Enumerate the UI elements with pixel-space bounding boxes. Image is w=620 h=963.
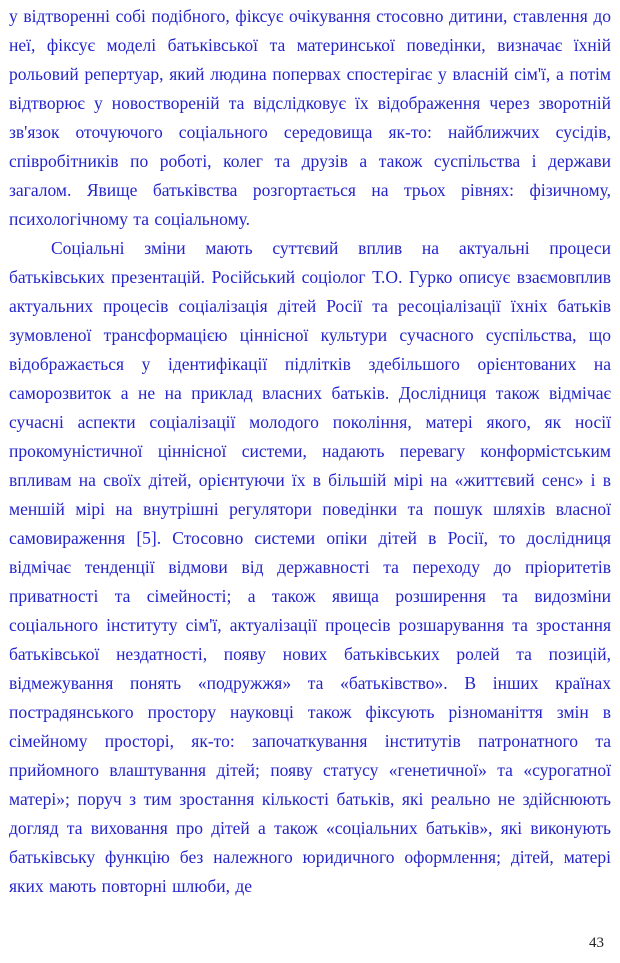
paragraph-social-changes: Соціальні зміни мають суттєвий вплив на актуальні процеси батьківських презентацій. Російський соціолог Т.О. Гурко описує взаємовплив актуальних процесів соціалізація дітей Росії та ресоціалізації їхніх батьків зумовленої трансформацією ціннісної культури сучасного суспільства, що відображається у ідентифікації підлітків здебільшого орієнтованих на саморозвиток а не на приклад власних батьків. Дослідниця також відмічає сучасні аспекти соціалізації молодого покоління, матері якого, як носії прокомуністичної ціннісної системи, надають перевагу конформістським впливам на своїх дітей, орієнтуючи їх в більшій мірі на «життєвий сенс» і в меншій мірі на внутрішні регулятори поведінки та пошук шляхів власної самовираження [5]. Стосовно системи опіки дітей в Росії, то дослідниця відмічає тенденції відмови від державності та переходу до пріоритетів приватності та сімейності; а також явища розширення та видозміни соціального інституту сім'ї, актуалізації процесів розшарування та зростання батьківської нездатності, появу нових батьківських ролей та позицій, відмежування понять «подружжя» та «батьківство». В інших країнах пострадянського простору науковці також фіксують різноманіття змін в сімейному просторі, як-то: започаткування інститутів патронатного та прийомного влаштування дітей; появу статусу «генетичної» та «сурогатної матері»; поруч з тим зростання кількості батьків, які реально не здійснюють догляд та виховання про дітей а також «соціальних батьків», які виконують батьківську функцію без належного юридичного оформлення; дітей, матері яких мають повторні шлюби, де [9, 238, 611, 896]
paragraph-continuation: у відтворенні собі подібного, фіксує очікування стосовно дитини, ставлення до неї, фіксує моделі батьківської та материнської поведінки, визначає їхній рольовий репертуар, який людина попервах спостерігає у власній сім'ї, а потім відтворює у новоствореній та відслідковує їх відображення через зворотній зв'язок оточуючого соціального середовища як-то: найближчих сусідів, співробітників по роботі, колег та друзів а також суспільства і держави загалом. Явище батьківства розгортається на трьох рівнях: фізичному, психологічному та соціальному. [9, 6, 611, 229]
page-number: 43 [589, 935, 604, 951]
